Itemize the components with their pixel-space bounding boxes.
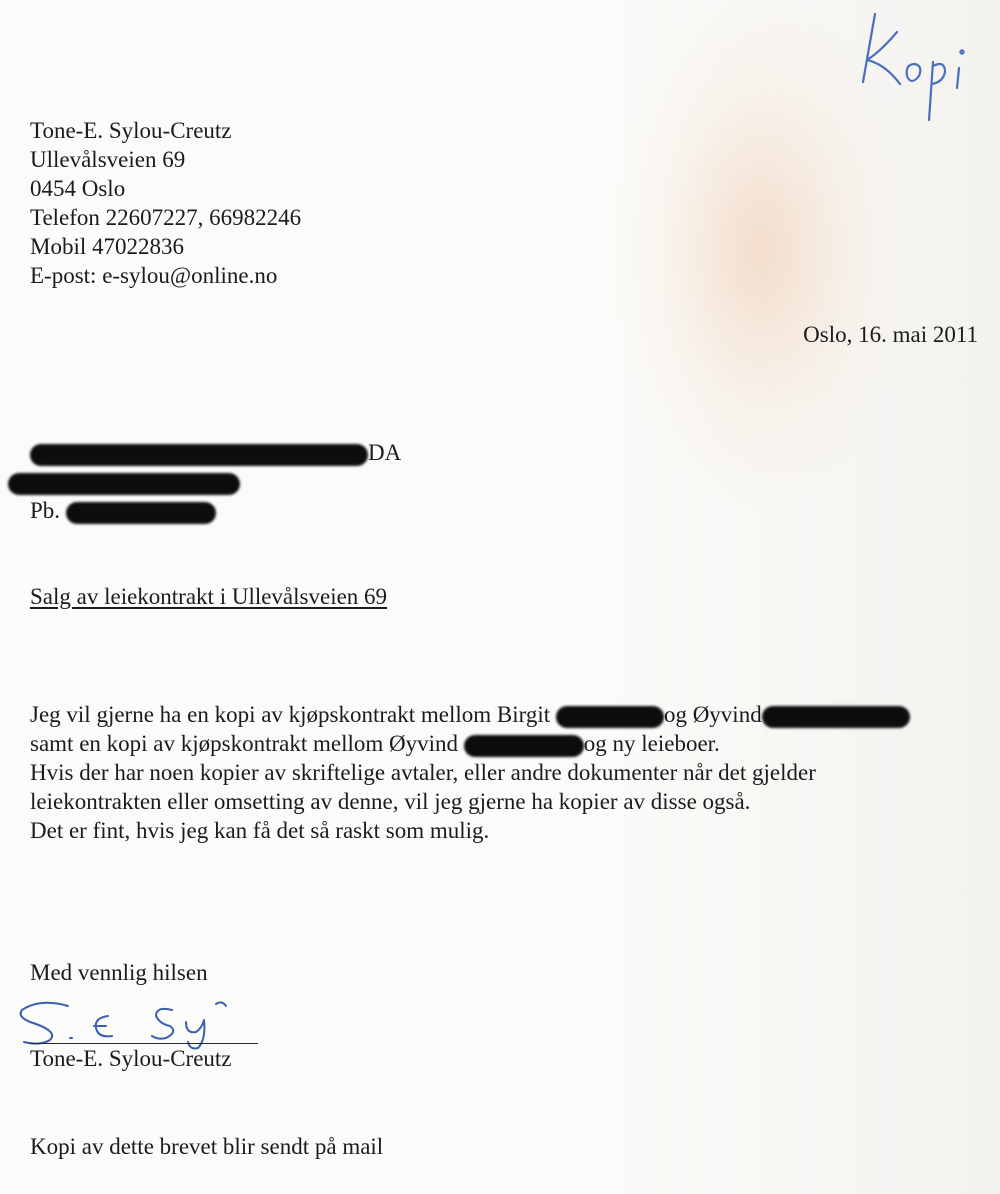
redaction-mark [762, 706, 910, 728]
sender-address-block [30, 116, 301, 290]
redaction-mark [556, 706, 664, 728]
recipient-po-box-prefix: Pb. [30, 498, 61, 523]
body-line-3: Hvis der har noen kopier av skriftelige avtaler, eller andre dokumenter når det gjelder [30, 760, 816, 785]
redaction-mark [66, 502, 216, 524]
sender-phone: Telefon 22607227, 66982246 [30, 205, 302, 230]
letter-subject: Salg av leiekontrakt i Ullevålsveien 69 [30, 584, 388, 609]
redaction-mark [464, 735, 584, 757]
body-line-1 [30, 700, 910, 729]
sender-email: E-post: e-sylou@online.no [30, 263, 278, 288]
sender-city: 0454 Oslo [30, 176, 126, 201]
recipient-firm-suffix: DA [368, 440, 402, 465]
recipient-line-3 [30, 496, 401, 525]
letter-date: Oslo, 16. mai 2011 [803, 322, 978, 347]
sender-street: Ullevålsveien 69 [30, 147, 186, 172]
body-line-2-part-a: samt en kopi av kjøpskontrakt mellom Øyvind [30, 731, 464, 756]
signed-name: Tone-E. Sylou-Creutz [30, 1046, 232, 1071]
redaction-mark [30, 444, 368, 466]
recipient-address-block [30, 438, 401, 525]
copy-notice: Kopi av dette brevet blir sendt på mail [30, 1134, 384, 1159]
body-line-1-part-b: og Øyvind [663, 702, 762, 727]
sender-name: Tone-E. Sylou-Creutz [30, 118, 232, 143]
recipient-line-1 [30, 438, 401, 467]
handwritten-signature [10, 992, 260, 1050]
letter-body [30, 700, 910, 845]
sender-mobile: Mobil 47022836 [30, 234, 184, 259]
handwritten-kopi-mark [845, 2, 985, 132]
body-line-2-part-b: og ny leieboer. [583, 731, 720, 756]
body-line-5: Det er fint, hvis jeg kan få det så raskt som mulig. [30, 818, 490, 843]
redaction-mark [8, 473, 240, 495]
recipient-line-2 [8, 467, 379, 496]
body-line-4: leiekontrakten eller omsetting av denne, vil jeg gjerne ha kopier av disse også. [30, 789, 751, 814]
letter-closing: Med vennlig hilsen [30, 960, 208, 985]
body-line-2 [30, 729, 910, 758]
body-line-1-part-a: Jeg vil gjerne ha en kopi av kjøpskontrakt mellom Birgit [30, 702, 556, 727]
